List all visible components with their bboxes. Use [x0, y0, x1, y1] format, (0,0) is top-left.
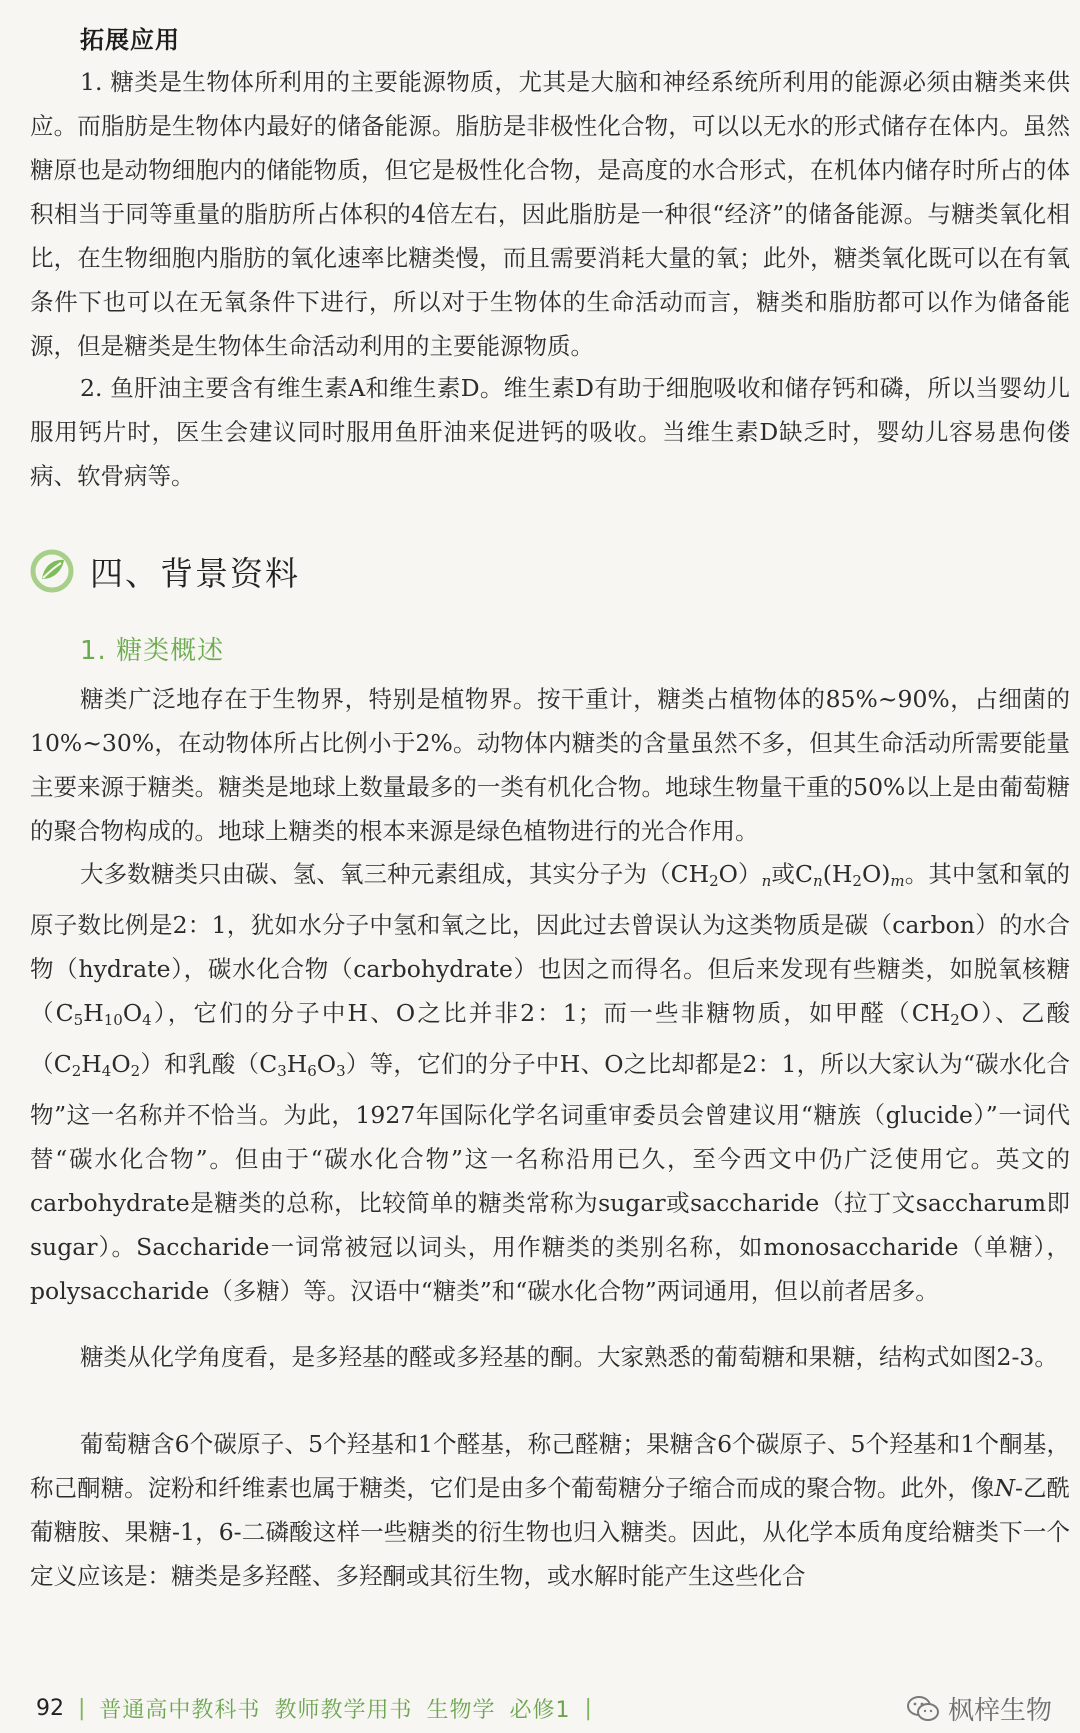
- footer-separator-end: |: [584, 1696, 592, 1721]
- footer-book-part-4: 必修1: [509, 1698, 571, 1723]
- footer-book-part-1: 普通高中教科书: [99, 1698, 261, 1723]
- leaf-section-icon: [30, 549, 74, 593]
- footer-separator: |: [78, 1696, 86, 1721]
- watermark-text: 枫梓生物: [947, 1696, 1052, 1726]
- page-footer: [36, 1693, 592, 1724]
- extension-paragraph-1: 1. 糖类是生物体所利用的主要能源物质，尤其是大脑和神经系统所利用的能源必须由糖类来供应。而脂肪是生物体内最好的储备能源。脂肪是非极性化合物，可以以无水的形式储存在体内。虽然糖原也是动物细胞内的储能物质，但它是极性化合物，是高度的水合形式，在机体内储存时所占的体积相当于同等重量的脂肪所占体积的4倍左右，因此脂肪是一种很“经济”的储备能源。与糖类氧化相比，在生物细胞内脂肪的氧化速率比糖类慢，而且需要消耗大量的氧；此外，糖类氧化既可以在有氧条件下也可以在无氧条件下进行，所以对于生物体的生命活动而言，糖类和脂肪都可以作为储备能源，但是糖类是生物体生命活动利用的主要能源物质。: [30, 68, 1070, 360]
- background-paragraph-3: 糖类从化学角度看，是多羟基的醛或多羟基的酮。大家熟悉的葡萄糖和果糖，结构式如图2-3。: [80, 1343, 1058, 1371]
- wechat-icon: [906, 1695, 940, 1723]
- subsection-title: 1. 糖类概述: [80, 636, 225, 666]
- footer-book-part-3: 生物学: [426, 1698, 496, 1723]
- extension-heading: 拓展应用: [80, 26, 180, 54]
- footer-book-part-2: 教师教学用书: [274, 1698, 413, 1723]
- background-paragraph-1: 糖类广泛地存在于生物界，特别是植物界。按干重计，糖类占植物体的85%~90%，占细菌的10%~30%，在动物体所占比例小于2%。动物体内糖类的含量虽然不多，但其生命活动所需要能量主要来源于糖类。糖类是地球上数量最多的一类有机化合物。地球生物量干重的50%以上是由葡萄糖的聚合物构成的。地球上糖类的根本来源是绿色植物进行的光合作用。: [30, 685, 1070, 845]
- background-paragraph-2: 大多数糖类只由碳、氢、氧三种元素组成，其实分子为$(CH_2O)_n$或$C_n(H_2O)_m$。其中氢和氧的原子数比例是2：1，犹如水分子中氢和氧之比，因此过去曾误认为这类物质是碳（carbon）的水合物（hydrate），碳水化合物（carbohydrate）也因之而得名。但后来发现有些糖类，如脱氧核糖$(C_5H_{10}O_4)$，它们的分子中H、O之比并非2：1；而一些非糖物质，如甲醛$(CH_2O)$、乙酸$(C_2H_4O_2)$和乳酸$(C_3H_6O_3)$等，它们的分子中H、O之比却都是2：1，所以大家认为“碳水化合物”这一名称并不恰当。为此，1927年国际化学名词重审委员会曾建议用“糖族（glucide）”一词代替“碳水化合物”。但由于“碳水化合物”这一名称沿用已久，至今西文中仍广泛使用它。英文的carbohydrate是糖类的总称，比较简单的糖类常称为sugar或saccharide（拉丁文saccharum即sugar）。Saccharide一词常被冠以词头，用作糖类的类别名称，如monosaccharide（单糖），polysaccharide（多糖）等。汉语中“糖类”和“碳水化合物”两词通用，但以前者居多。: [30, 860, 1071, 1305]
- extension-paragraph-2: 2. 鱼肝油主要含有维生素A和维生素D。维生素D有助于细胞吸收和储存钙和磷，所以当婴幼儿服用钙片时，医生会建议同时服用鱼肝油来促进钙的吸收。当维生素D缺乏时，婴幼儿容易患佝偻病、软骨病等。: [30, 374, 1070, 490]
- section-title: 四、背景资料: [90, 554, 300, 593]
- page-number: 92: [36, 1696, 64, 1721]
- background-paragraph-4: 葡萄糖含6个碳原子、5个羟基和1个醛基，称己醛糖；果糖含6个碳原子、5个羟基和1个酮基，称己酮糖。淀粉和纤维素也属于糖类，它们是由多个葡萄糖分子缩合而成的聚合物。此外，像N-乙酰葡糖胺、果糖-1，6-二磷酸这样一些糖类的衍生物也归入糖类。因此，从化学本质角度给糖类下一个定义应该是：糖类是多羟醛、多羟酮或其衍生物，或水解时能产生这些化合: [30, 1430, 1070, 1590]
- watermark: [906, 1690, 1052, 1727]
